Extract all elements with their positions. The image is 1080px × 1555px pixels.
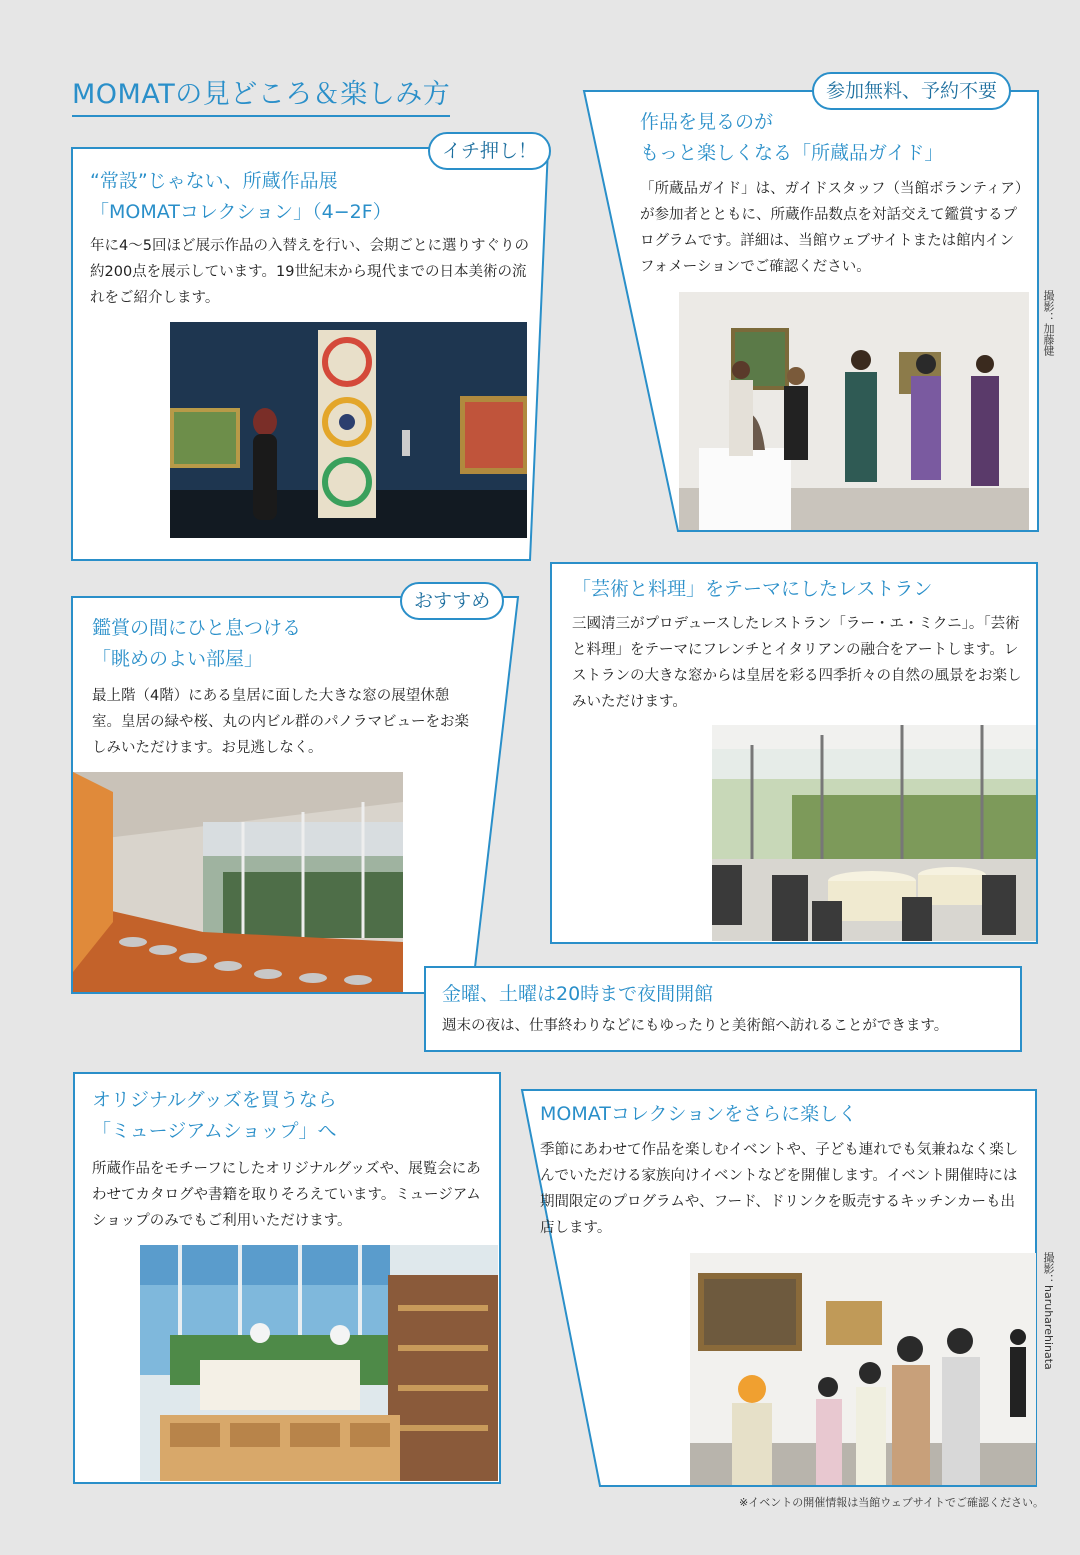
guide-photo-credit: 撮影：加藤健 — [1042, 290, 1055, 356]
restaurant-heading: 「芸術と料理」をテーマにしたレストラン — [572, 578, 933, 600]
guide-tag: 参加無料、予約不要 — [812, 72, 1011, 110]
room-heading-line2: 「眺めのよい部屋」 — [92, 648, 264, 670]
room-body: 最上階（4階）にある皇居に面した大きな窓の展望休憩室。皇居の緑や桜、丸の内ビル群のパノラマビューをお楽しみいただけます。お見逃しなく。 — [92, 688, 469, 756]
collection-heading-line2: 「MOMATコレクション」（4−2F） — [90, 201, 392, 223]
events-photo-credit: 撮影：haruharehinata — [1042, 1252, 1055, 1370]
events-heading: MOMATコレクションをさらに楽しく — [540, 1103, 858, 1125]
room-view-photo — [73, 772, 403, 992]
shop-photo — [140, 1245, 498, 1481]
night-heading: 金曜、土曜は20時まで夜間開館 — [442, 983, 714, 1005]
collection-gallery-photo — [170, 322, 527, 538]
collection-tag: イチ押し！ — [428, 132, 551, 170]
events-photo — [690, 1253, 1036, 1485]
guide-tour-photo — [679, 292, 1029, 530]
restaurant-body: 三國清三がプロデュースしたレストラン「ラー・エ・ミクニ」。「芸術と料理」をテーマにフレンチとイタリアンの融合をアートします。レストランの大きな窓からは皇居を彩る四季折々の自然の風景をお楽しみいただけます。 — [572, 616, 1022, 710]
page-title: MOMATの見どころ＆楽しみ方 — [72, 72, 450, 117]
events-body: 季節にあわせて作品を楽しむイベントや、子ども連れでも気兼ねなく楽しんでいただける家族向けイベントなどを開催します。イベント開催時には期間限定のプログラムや、フード、ドリンクを販売するキッチンカーも出店します。 — [540, 1142, 1019, 1236]
room-heading-line1: 鑑賞の間にひと息つける — [92, 617, 302, 639]
guide-heading-line1: 作品を見るのが — [640, 111, 774, 133]
shop-body: 所蔵作品をモチーフにしたオリジナルグッズや、展覧会にあわせてカタログや書籍を取りそろえています。ミュージアムショップのみでもご利用いただけます。 — [92, 1161, 481, 1229]
shop-heading-line1: オリジナルグッズを買うなら — [92, 1089, 337, 1111]
collection-heading-line1: “常設”じゃない、所蔵作品展 — [90, 170, 338, 192]
night-body: 週末の夜は、仕事終わりなどにもゆったりと美術館へ訪れることができます。 — [442, 1018, 949, 1034]
restaurant-photo — [712, 725, 1036, 941]
guide-body: 「所蔵品ガイド」は、ガイドスタッフ（当館ボランティア）が参加者とともに、所蔵作品数点を対話交えて鑑賞するプログラムです。詳細は、当館ウェブサイトまたは館内インフォメーションでご確認ください。 — [640, 181, 1023, 275]
shop-heading-line2: 「ミュージアムショップ」へ — [92, 1120, 337, 1142]
room-tag: おすすめ — [400, 582, 504, 620]
footnote: ※イベントの開催情報は当館ウェブサイトでご確認ください。 — [738, 1496, 1044, 1509]
guide-heading-line2: もっと楽しくなる「所蔵品ガイド」 — [640, 142, 944, 164]
collection-body: 年に4〜5回ほど展示作品の入替えを行い、会期ごとに選りすぐりの約200点を展示しています。19世紀末から現代までの日本美術の流れをご紹介します。 — [90, 238, 529, 306]
